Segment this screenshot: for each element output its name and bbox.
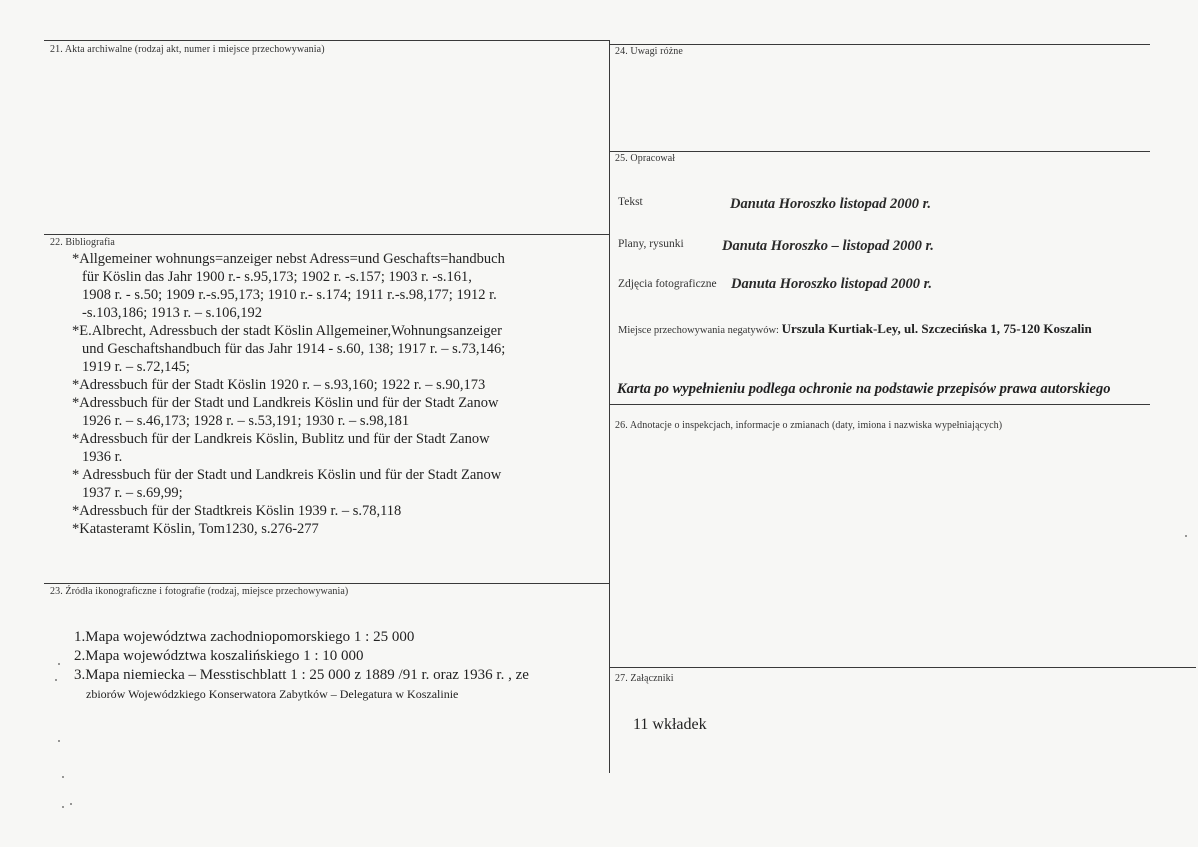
bibliography-line: *E.Albrecht, Adressbuch der stadt Köslin Allgemeiner,Wohnungsanzeiger [72,323,502,339]
section-25-label: 25. Opracował [615,153,676,164]
drawings-label: Plany, rysunki [618,238,684,250]
attachments-value: 11 wkładek [633,716,707,733]
scan-speck [58,740,60,742]
rule-27 [610,667,1196,668]
bibliography-list [72,250,592,538]
negatives-value: Urszula Kurtiak-Ley, ul. Szczecińska 1, 75-120 Koszalin [781,321,1092,336]
bibliography-line: 1926 r. – s.46,173; 1928 r. – s.53,191; 1930 r. – s.98,181 [82,413,410,429]
bibliography-line: -s.103,186; 1913 r. – s.106,192 [82,305,263,321]
section-23-label: 23. Źródła ikonograficzne i fotografie (rodzaj, miejsce przechowywania) [50,586,349,597]
rule-copyright [610,404,1150,405]
text-value: Danuta Horoszko listopad 2000 r. [730,196,932,212]
bibliography-line: *Adressbuch für der Stadt Köslin 1920 r. – s.93,160; 1922 r. – s.90,173 [72,377,486,393]
text-label: Tekst [618,196,643,208]
section-24-label: 24. Uwagi różne [615,46,683,57]
section-22-label: 22. Bibliografia [50,237,115,248]
rule-22 [44,234,610,235]
scan-speck [62,806,64,808]
rule-25 [610,151,1150,152]
sources-list [68,628,608,704]
bibliography-line: 1937 r. – s.69,99; [82,485,183,501]
bibliography-line: *Adressbuch für der Landkreis Köslin, Bublitz und für der Stadt Zanow [72,431,490,447]
bibliography-line: 1919 r. – s.72,145; [82,359,190,375]
top-rule-left [44,40,610,41]
center-divider [609,40,610,773]
section-26-label: 26. Adnotacje o inspekcjach, informacje o zmianach (daty, imiona i nazwiska wypełniających) [615,420,1003,431]
bibliography-line: *Allgemeiner wohnungs=anzeiger nebst Adress=und Geschafts=handbuch [72,251,505,267]
photos-value: Danuta Horoszko listopad 2000 r. [731,276,933,292]
source-line: 3.Mapa niemiecka – Messtischblatt 1 : 25 000 z 1889 /91 r. oraz 1936 r. , ze [74,667,529,683]
bibliography-line: 1908 r. - s.50; 1909 r.-s.95,173; 1910 r.- s.174; 1911 r.-s.98,177; 1912 r. [82,287,497,303]
source-line: zbiorów Wojewódzkiego Konserwatora Zabytków – Delegatura w Koszalinie [86,687,459,701]
section-21-label: 21. Akta archiwalne (rodzaj akt, numer i miejsce przechowywania) [50,44,325,55]
bibliography-line: für Köslin das Jahr 1900 r.- s.95,173; 1902 r. -s.157; 1903 r. -s.161, [82,269,472,285]
bibliography-line: und Geschaftshandbuch für das Jahr 1914 - s.60, 138; 1917 r. – s.73,146; [82,341,506,357]
bibliography-line: * Adressbuch für der Stadt und Landkreis Köslin und für der Stadt Zanow [72,467,502,483]
negatives-location [618,321,1092,337]
source-line: 2.Mapa województwa koszalińskiego 1 : 10 000 [74,648,364,664]
photos-label: Zdjęcia fotograficzne [618,278,717,290]
scan-speck [62,776,64,778]
negatives-label: Miejsce przechowywania negatywów: [618,325,779,336]
scan-speck [58,663,60,665]
copyright-note: Karta po wypełnieniu podlega ochronie na podstawie przepisów prawa autorskiego [617,381,1111,397]
scan-speck [70,803,72,805]
drawings-value: Danuta Horoszko – listopad 2000 r. [722,238,934,254]
scan-speck [55,679,57,681]
bibliography-line: *Katasteramt Köslin, Tom1230, s.276-277 [72,521,319,537]
bibliography-line: *Adressbuch für der Stadtkreis Köslin 1939 r. – s.78,118 [72,503,402,519]
bibliography-line: *Adressbuch für der Stadt und Landkreis Köslin und für der Stadt Zanow [72,395,499,411]
rule-23 [44,583,610,584]
top-rule-right [610,44,1150,45]
source-line: 1.Mapa województwa zachodniopomorskiego 1 : 25 000 [74,629,415,645]
section-27-label: 27. Załączniki [615,673,674,684]
bibliography-line: 1936 r. [82,449,123,465]
scan-speck [1185,535,1187,537]
